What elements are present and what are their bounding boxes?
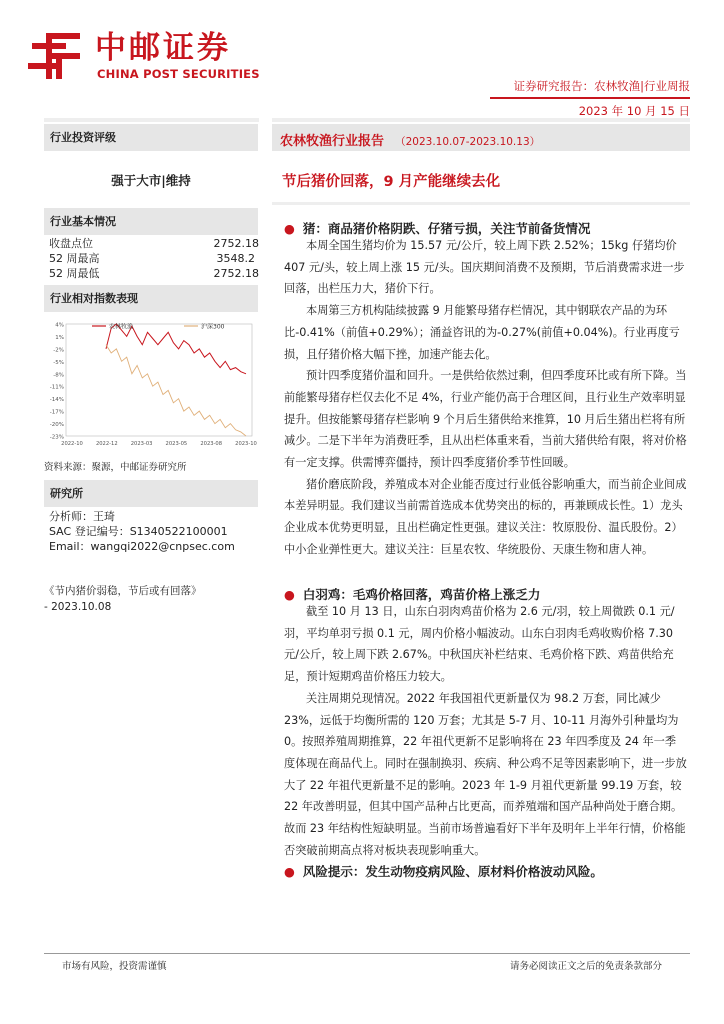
china-post-logo-icon	[26, 33, 84, 79]
report-type: 证券研究报告：农林牧渔|行业周报	[513, 79, 690, 93]
kv-row-high: 52 周最高 3548.2	[49, 252, 255, 265]
y-tick-label: -11%	[49, 384, 64, 391]
related-report-date: - 2023.10.08	[44, 601, 112, 613]
sidebar-top-bar	[44, 118, 259, 122]
report-period: （2023.10.07-2023.10.13）	[395, 136, 541, 148]
rating-heading: 行业投资评级	[44, 124, 258, 151]
chart-source: 资料来源：聚源，中邮证券研究所	[44, 462, 187, 473]
bullet-icon: ●	[284, 221, 295, 236]
basic-info-heading: 行业基本情况	[44, 208, 258, 235]
y-tick-label: -20%	[49, 422, 64, 429]
analyst-email[interactable]: Email：wangqi2022@cnpsec.com	[49, 540, 235, 553]
section-title-pig: ● 猪：商品猪价格阴跌、仔猪亏损，关注节前备货情况	[284, 221, 591, 236]
x-tick-label: 2023-10	[235, 441, 257, 447]
x-tick-label: 2022-12	[95, 441, 118, 447]
report-title-bar	[272, 124, 690, 151]
kv-row-close: 收盘点位 2752.18	[49, 237, 259, 250]
y-tick-label: -5%	[53, 359, 64, 366]
y-tick-label: -8%	[53, 372, 64, 379]
chart-frame	[66, 324, 252, 436]
paragraph: 关注周期兑现情况。2022 年我国祖代更新量仅为 98.2 万套，同比减少 23%，远低于均衡所需的 120 万套；尤其是 5-7 月、10-11 月海外引种量均为 0。按照养殖周期推算，22 年祖代更新不足影响将在 23 年四季度及 24 年一季度体现在商品代上。同时在强制换羽、疾病、种公鸡不足等因素影响下，进一步放大了 22 年祖代更新量不足的影响。2023 年 1-9 月祖代更新量 99.19 万套，较 22 年改善明显，但其中国产品种占比更高，而养殖端和国产品种尚处于磨合期。故而 23 年结构性短缺明显。当前市场普遍看好下半年及明年上半年行情，价格能否突破前期高点将对板块表现影响重大。	[284, 691, 687, 857]
paragraph: 猪价磨底阶段，养殖成本对企业能否度过行业低谷影响重大，而当前企业间成本差异明显。我们建议当前需首选成本优势突出的标的，再兼顾成长性。1）龙头企业成本优势更明显，且出栏确定性更强。建议关注：牧原股份、温氏股份。2）中小企业弹性更大。建议关注：巨星农牧、华统股份、天康生物和唐人神。	[284, 477, 687, 556]
related-report-title[interactable]: 《节内猪价弱稳，节后或有回落》	[44, 585, 202, 597]
header-divider	[490, 97, 690, 99]
sac-number: SAC 登记编号：S1340522100001	[49, 525, 228, 538]
section-body-chicken	[284, 601, 687, 861]
report-date: 2023 年 10 月 15 日	[578, 104, 690, 118]
brand-name-en: CHINA POST SECURITIES	[97, 67, 260, 81]
institute-heading: 研究所	[44, 480, 258, 507]
paragraph: 本周第三方机构陆续披露 9 月能繁母猪存栏情况，其中钢联农产品的为环比-0.41%（前值+0.29%）；涌益咨讯的为-0.27%(前值+0.04%)。行业再度亏损，且仔猪价格大幅下挫，加速产能去化。	[284, 304, 680, 361]
x-tick-label: 2023-08	[200, 441, 223, 447]
brand-name-cn: 中邮证券	[95, 30, 231, 66]
headline: 节后猪价回落，9 月产能继续去化	[282, 174, 501, 190]
headline-divider	[272, 202, 690, 205]
series-line-2	[106, 345, 246, 436]
bullet-icon: ●	[284, 864, 295, 879]
relative-index-chart	[44, 316, 258, 454]
x-tick-label: 2023-05	[165, 441, 188, 447]
series-line-1	[106, 324, 246, 374]
analyst-name: 分析师：王琦	[49, 510, 115, 523]
paragraph: 预计四季度猪价温和回升。一是供给依然过剩，但四季度环比或有所下降。当前能繁母猪存栏仅去化不足 4%，行业产能仍高于合理区间，且行业生产效率明显提升。但按能繁母猪存栏影响 9 个月后生猪供给来推算，10 月后生猪出栏将有所减少。二是下半年为消费旺季，且从出栏体重来看，当前大猪供给有限，将对价格有一定支撑。供需博弈僵持，预计四季度猪价季节性回暖。	[284, 369, 687, 470]
y-tick-label: 1%	[55, 334, 64, 341]
footer-left: 市场有风险，投资需谨慎	[62, 961, 167, 972]
industry-rating: 强于大市|维持	[111, 173, 191, 188]
paragraph: 截至 10 月 13 日，山东白羽肉鸡苗价格为 2.6 元/羽，较上周微跌 0.1 元/羽，平均单羽亏损 0.1 元，周内价格小幅波动。山东白羽肉毛鸡收购价格 7.30 元/公斤，较上周下跌 2.67%。中秋国庆补栏结束、毛鸡价格下跌、鸡苗供给充足，预计短期鸡苗价格压力较大。	[284, 605, 675, 684]
section-body-pig	[284, 235, 687, 561]
y-tick-label: -2%	[53, 347, 64, 354]
y-tick-label: -14%	[49, 397, 64, 404]
x-tick-label: 2022-10	[61, 441, 83, 447]
bullet-icon: ●	[284, 587, 295, 602]
main-top-bar	[272, 118, 690, 122]
footer-right: 请务必阅读正文之后的免责条款部分	[509, 961, 662, 972]
footer-divider	[44, 953, 690, 954]
y-tick-label: -23%	[49, 434, 64, 441]
y-tick-label: 4%	[55, 322, 64, 329]
report-title: 农林牧渔行业报告	[280, 134, 385, 149]
kv-row-low: 52 周最低 2752.18	[49, 267, 259, 280]
legend-label: 沪深300	[201, 323, 225, 331]
legend-label: 农林牧渔	[109, 323, 134, 331]
performance-heading: 行业相对指数表现	[44, 285, 258, 312]
risk-warning: ● 风险提示：发生动物疫病风险、原材料价格波动风险。	[284, 864, 603, 879]
section-title-chicken: ● 白羽鸡：毛鸡价格回落，鸡苗价格上涨乏力	[284, 587, 541, 602]
y-tick-label: -17%	[49, 409, 64, 416]
paragraph: 本周全国生猪均价为 15.57 元/公斤，较上周下跌 2.52%；15kg 仔猪均价 407 元/头，较上周上涨 15 元/头。国庆期间消费不及预期，节后消费需求进一步回落，出栏压力大，猪价下行。	[284, 239, 685, 296]
x-tick-label: 2023-03	[130, 441, 153, 447]
